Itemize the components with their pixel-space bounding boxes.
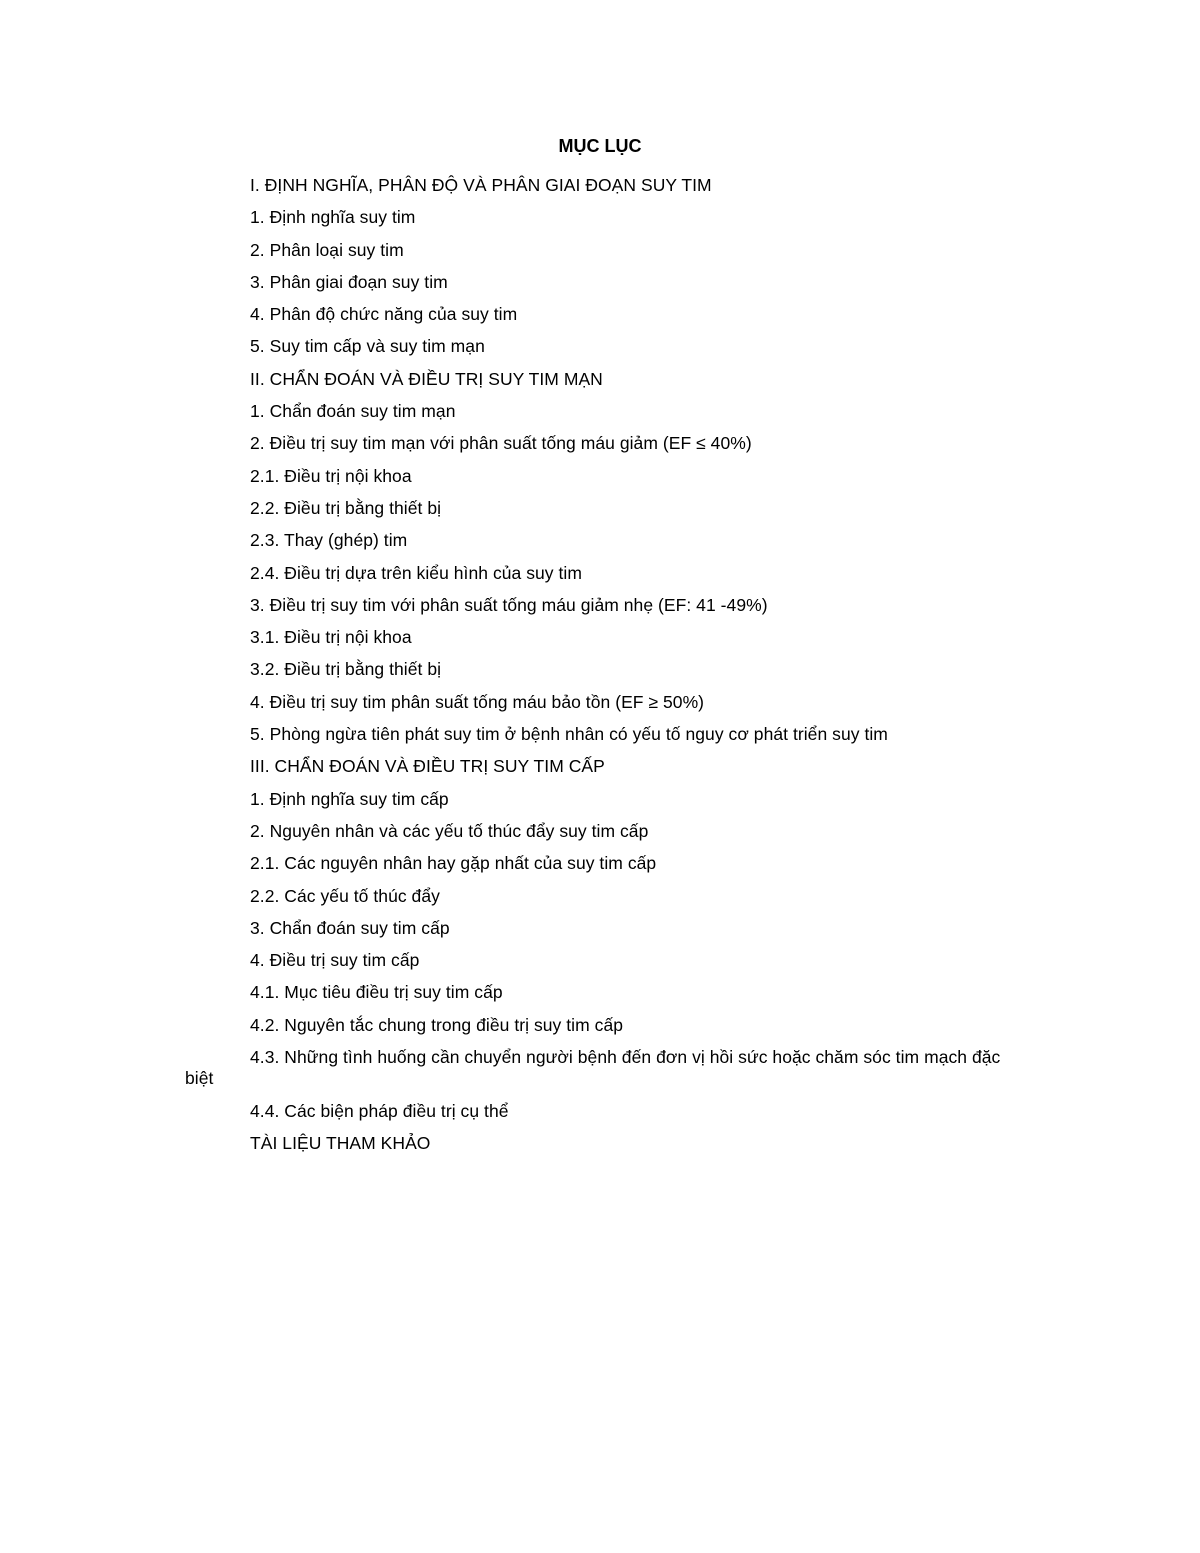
toc-section-heading: I. ĐỊNH NGHĨA, PHÂN ĐỘ VÀ PHÂN GIAI ĐOẠN SUY TIM <box>250 175 712 195</box>
toc-references: TÀI LIỆU THAM KHẢO <box>250 1133 431 1154</box>
toc-subentry: 2.2. Điều trị bằng thiết bị <box>250 497 442 518</box>
toc-subentry: 4.4. Các biện pháp điều trị cụ thể <box>250 1101 509 1122</box>
toc-entry: 2. Nguyên nhân và các yếu tố thúc đẩy suy tim cấp <box>250 820 649 841</box>
toc-entry: 4. Điều trị suy tim cấp <box>250 950 420 971</box>
toc-subentry: 4.1. Mục tiêu điều trị suy tim cấp <box>250 982 503 1003</box>
toc-subentry: 3.2. Điều trị bằng thiết bị <box>250 659 442 680</box>
toc-entry: 4. Điều trị suy tim phân suất tống máu bảo tồn (EF ≥ 50%) <box>250 691 705 712</box>
toc-entry: 3. Điều trị suy tim với phân suất tống máu giảm nhẹ (EF: 41 -49%) <box>250 594 768 615</box>
toc-subentry: 2.1. Điều trị nội khoa <box>250 465 412 486</box>
toc-entry: 3. Phân giai đoạn suy tim <box>250 271 448 292</box>
toc-subentry: 2.2. Các yếu tố thúc đẩy <box>250 885 440 906</box>
toc-entry: 1. Định nghĩa suy tim <box>250 207 416 228</box>
toc-subentry: 2.3. Thay (ghép) tim <box>250 530 408 551</box>
toc-entry: 3. Chẩn đoán suy tim cấp <box>250 917 450 938</box>
toc-entry: 2. Điều trị suy tim mạn với phân suất tống máu giảm (EF ≤ 40%) <box>250 433 752 454</box>
toc-entry: 5. Suy tim cấp và suy tim mạn <box>250 336 485 357</box>
toc-subentry: 4.3. Những tình huống cần chuyển người bệnh đến đơn vị hồi sức hoặc chăm sóc tim mạch đặc biệt <box>185 1047 1001 1089</box>
toc-subentry: 3.1. Điều trị nội khoa <box>250 627 412 648</box>
toc-subentry: 2.4. Điều trị dựa trên kiểu hình của suy tim <box>250 562 582 583</box>
table-of-contents <box>185 175 1025 1166</box>
toc-subentry: 4.2. Nguyên tắc chung trong điều trị suy tim cấp <box>250 1014 624 1035</box>
toc-entry: 1. Chẩn đoán suy tim mạn <box>250 401 456 422</box>
toc-section-heading: III. CHẨN ĐOÁN VÀ ĐIỀU TRỊ SUY TIM CẤP <box>250 756 605 777</box>
toc-entry: 1. Định nghĩa suy tim cấp <box>250 788 449 809</box>
toc-entry: 2. Phân loại suy tim <box>250 239 404 260</box>
page-title: MỤC LỤC <box>558 136 642 156</box>
toc-section-heading: II. CHẨN ĐOÁN VÀ ĐIỀU TRỊ SUY TIM MẠN <box>250 368 603 389</box>
toc-entry: 4. Phân độ chức năng của suy tim <box>250 304 518 325</box>
toc-entry: 5. Phòng ngừa tiên phát suy tim ở bệnh nhân có yếu tố nguy cơ phát triển suy tim <box>250 724 888 745</box>
toc-subentry: 2.1. Các nguyên nhân hay gặp nhất của suy tim cấp <box>250 853 657 874</box>
